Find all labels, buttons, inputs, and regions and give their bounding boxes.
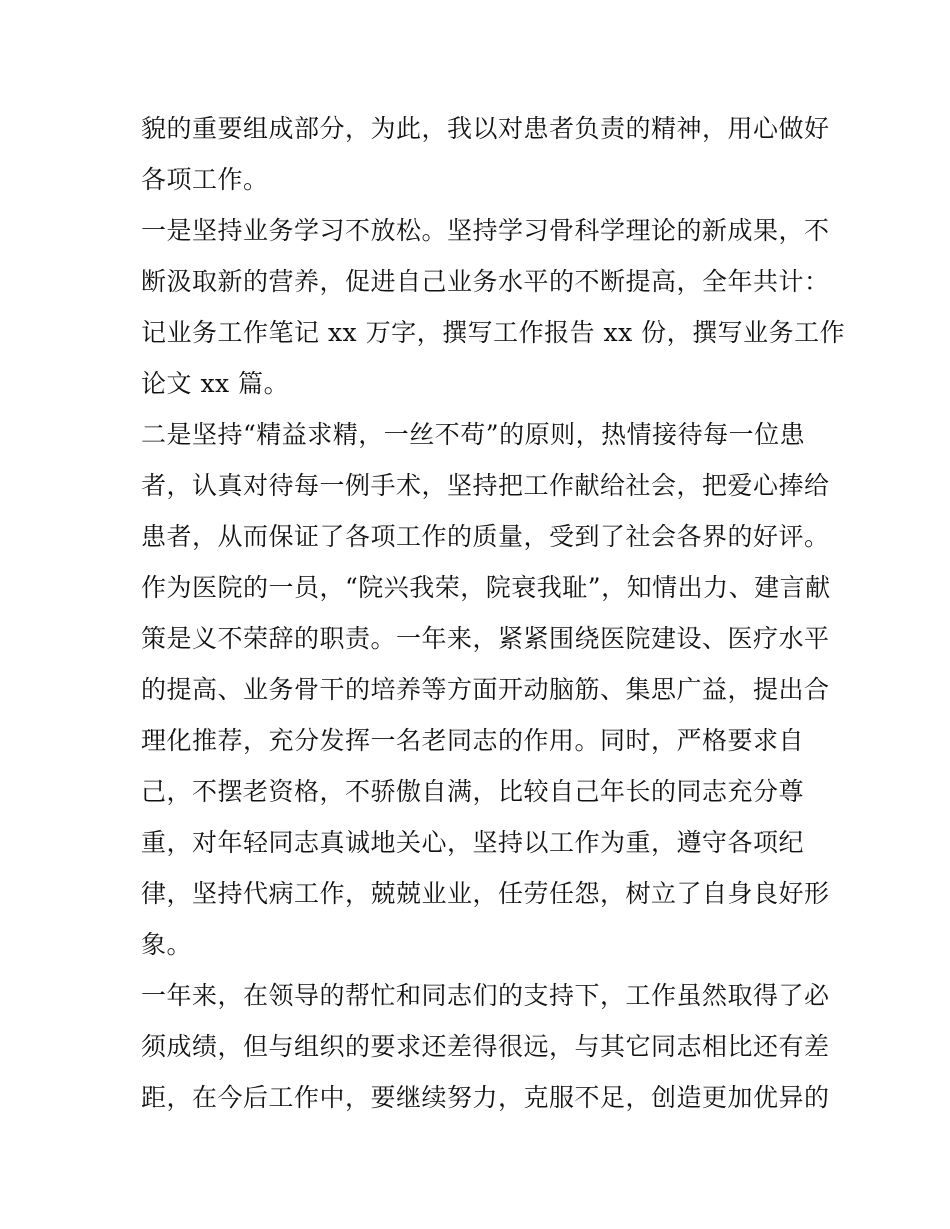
text-line: 策是义不荣辞的职责。一年来，紧紧围绕医院建设、医疗水平 <box>141 624 830 653</box>
text-line: 象。 <box>141 930 193 959</box>
text-line: 论文 xx 篇。 <box>141 369 290 398</box>
text-line: 貌的重要组成部分，为此，我以对患者负责的精神，用心做好 <box>141 114 830 143</box>
text-line: 律，坚持代病工作，兢兢业业，任劳任怨，树立了自身良好形 <box>141 879 830 908</box>
text-line: 作为医院的一员，“院兴我荣，院衰我耻”，知情出力、建言献 <box>141 573 831 602</box>
text-line: 须成绩，但与组织的要求还差得很远，与其它同志相比还有差 <box>141 1032 830 1061</box>
text-line: 一是坚持业务学习不放松。坚持学习骨科学理论的新成果，不 <box>141 216 830 245</box>
text-line: 二是坚持“精益求精，一丝不苟”的原则，热情接待每一位患 <box>141 420 806 449</box>
text-line: 的提高、业务骨干的培养等方面开动脑筋、集思广益，提出合 <box>141 675 830 704</box>
text-line: 距，在今后工作中，要继续努力，克服不足，创造更加优异的 <box>141 1083 830 1112</box>
text-line: 各项工作。 <box>141 165 269 194</box>
text-line: 己，不摆老资格，不骄傲自满，比较自己年长的同志充分尊 <box>141 777 805 806</box>
text-line: 重，对年轻同志真诚地关心，坚持以工作为重，遵守各项纪 <box>141 828 805 857</box>
text-line: 记业务工作笔记 xx 万字，撰写工作报告 xx 份，撰写业务工作 <box>141 318 846 347</box>
text-line: 断汲取新的营养，促进自己业务水平的不断提高，全年共计： <box>141 267 830 296</box>
text-line: 理化推荐，充分发挥一名老同志的作用。同时，严格要求自 <box>141 726 805 755</box>
document-body <box>141 103 846 1123</box>
text-line: 一年来，在领导的帮忙和同志们的支持下，工作虽然取得了必 <box>141 981 830 1010</box>
text-line: 患者，从而保证了各项工作的质量，受到了社会各界的好评。 <box>141 522 830 551</box>
text-line: 者，认真对待每一例手术，坚持把工作献给社会，把爱心捧给 <box>141 471 830 500</box>
